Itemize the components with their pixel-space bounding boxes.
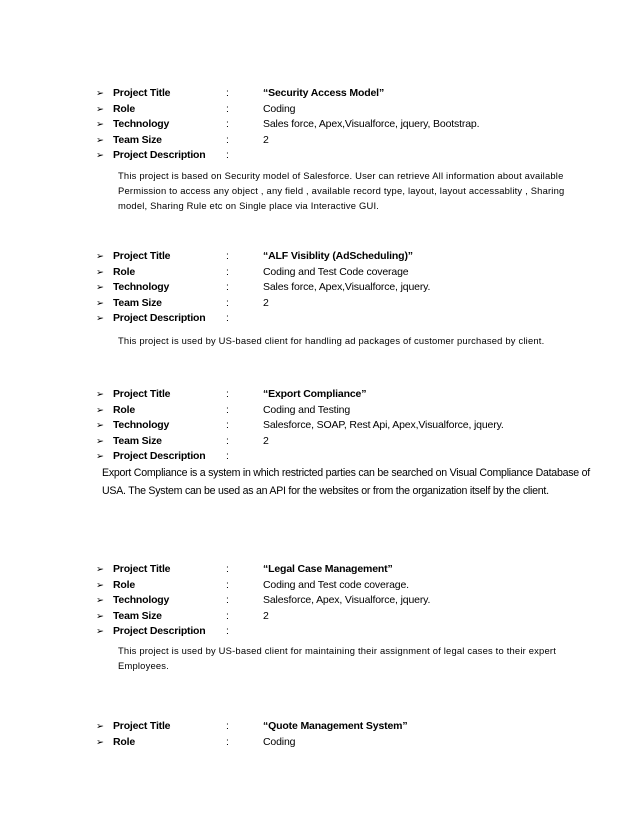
- separator: :: [226, 563, 229, 575]
- arrow-bullet-icon: ➢: [96, 150, 104, 161]
- field-label: Team Size: [113, 609, 162, 622]
- project-team-size-row: [96, 296, 606, 312]
- separator: :: [226, 434, 229, 447]
- separator: :: [226, 102, 229, 115]
- project-title: “ALF Visiblity (AdScheduling)”: [263, 250, 413, 262]
- project-role: Coding and Testing: [263, 403, 351, 416]
- project-team-size: 2: [263, 609, 269, 622]
- project-role: Coding: [263, 102, 296, 115]
- project-title-row: [96, 562, 606, 578]
- field-label: Role: [113, 102, 135, 115]
- arrow-bullet-icon: ➢: [96, 88, 104, 99]
- separator: :: [226, 87, 229, 99]
- project-title: “Legal Case Management”: [263, 563, 393, 575]
- separator: :: [226, 735, 229, 748]
- field-label: Team Size: [113, 434, 162, 447]
- arrow-bullet-icon: ➢: [96, 389, 104, 400]
- project-title-row: [96, 387, 606, 403]
- arrow-bullet-icon: ➢: [96, 736, 104, 748]
- project-block: [96, 562, 606, 640]
- field-label: Project Description: [113, 625, 206, 637]
- project-block: [96, 387, 606, 465]
- project-description: This project is used by US-based client for maintaining their assignment of legal cases to their expert Employees.: [118, 645, 556, 671]
- project-block: [96, 719, 606, 750]
- field-label: Project Description: [113, 450, 206, 462]
- separator: :: [226, 296, 229, 309]
- project-title: “Quote Management System”: [263, 720, 408, 732]
- project-title-row: [96, 249, 606, 265]
- arrow-bullet-icon: ➢: [96, 420, 104, 431]
- project-team-size-row: [96, 133, 606, 149]
- project-technology-row: [96, 117, 606, 133]
- arrow-bullet-icon: ➢: [96, 103, 104, 115]
- field-label: Technology: [113, 281, 170, 293]
- field-label: Technology: [113, 594, 170, 606]
- separator: :: [226, 625, 229, 637]
- separator: :: [226, 609, 229, 622]
- field-label: Team Size: [113, 296, 162, 309]
- project-role: Coding and Test Code coverage: [263, 265, 409, 278]
- project-team-size: 2: [263, 296, 269, 309]
- project-role-row: [96, 102, 606, 118]
- project-technology: Sales force, Apex,Visualforce, jquery.: [263, 281, 431, 293]
- project-technology: Sales force, Apex,Visualforce, jquery, Bootstrap.: [263, 118, 480, 130]
- field-label: Project Title: [113, 388, 171, 400]
- separator: :: [226, 312, 229, 324]
- field-label: Project Title: [113, 720, 171, 732]
- project-description-row: [96, 449, 606, 465]
- separator: :: [226, 388, 229, 400]
- separator: :: [226, 578, 229, 591]
- field-label: Technology: [113, 118, 170, 130]
- field-label: Project Title: [113, 563, 171, 575]
- arrow-bullet-icon: ➢: [96, 435, 104, 447]
- arrow-bullet-icon: ➢: [96, 595, 104, 606]
- field-label: Project Title: [113, 87, 171, 99]
- separator: :: [226, 265, 229, 278]
- field-label: Role: [113, 265, 135, 278]
- arrow-bullet-icon: ➢: [96, 134, 104, 146]
- project-role-row: [96, 578, 606, 594]
- project-technology-row: [96, 593, 606, 609]
- arrow-bullet-icon: ➢: [96, 297, 104, 309]
- project-team-size: 2: [263, 434, 269, 447]
- arrow-bullet-icon: ➢: [96, 313, 104, 324]
- project-title-row: [96, 719, 606, 735]
- project-role-row: [96, 403, 606, 419]
- field-label: Project Description: [113, 312, 206, 324]
- arrow-bullet-icon: ➢: [96, 626, 104, 637]
- separator: :: [226, 720, 229, 732]
- field-label: Project Title: [113, 250, 171, 262]
- field-label: Role: [113, 578, 135, 591]
- separator: :: [226, 594, 229, 606]
- project-description: Export Compliance is a system in which restricted parties can be searched on Visual Compliance Database of USA. The System can be used as an API for the websites or from the organization itself by the client.: [102, 467, 590, 497]
- arrow-bullet-icon: ➢: [96, 721, 104, 732]
- arrow-bullet-icon: ➢: [96, 579, 104, 591]
- separator: :: [226, 250, 229, 262]
- field-label: Role: [113, 735, 135, 748]
- project-role: Coding and Test code coverage.: [263, 578, 409, 591]
- project-team-size-row: [96, 434, 606, 450]
- separator: :: [226, 133, 229, 146]
- project-title: “Export Compliance”: [263, 388, 367, 400]
- field-label: Project Description: [113, 149, 206, 161]
- arrow-bullet-icon: ➢: [96, 610, 104, 622]
- arrow-bullet-icon: ➢: [96, 266, 104, 278]
- project-description: This project is based on Security model of Salesforce. User can retrieve All information about available Permission to access any object , any field , available record type, layout, layout accessablity , Sharing model, Sharing Rule etc on Single place via Interactive GUI.: [118, 170, 565, 211]
- project-title: “Security Access Model”: [263, 87, 385, 99]
- project-role-row: [96, 265, 606, 281]
- separator: :: [226, 149, 229, 161]
- project-team-size: 2: [263, 133, 269, 146]
- separator: :: [226, 450, 229, 462]
- project-description: This project is used by US-based client for handling ad packages of customer purchased by client.: [118, 335, 545, 346]
- field-label: Team Size: [113, 133, 162, 146]
- project-description-row: [96, 624, 606, 640]
- project-role-row: [96, 735, 606, 751]
- separator: :: [226, 281, 229, 293]
- arrow-bullet-icon: ➢: [96, 404, 104, 416]
- arrow-bullet-icon: ➢: [96, 282, 104, 293]
- project-block: [96, 86, 606, 164]
- project-description-row: [96, 311, 606, 327]
- field-label: Technology: [113, 419, 170, 431]
- project-technology-row: [96, 418, 606, 434]
- project-block: [96, 249, 606, 327]
- project-technology: Salesforce, Apex, Visualforce, jquery.: [263, 594, 431, 606]
- project-technology-row: [96, 280, 606, 296]
- separator: :: [226, 419, 229, 431]
- project-title-row: [96, 86, 606, 102]
- project-technology: Salesforce, SOAP, Rest Api, Apex,Visualforce, jquery.: [263, 419, 504, 431]
- separator: :: [226, 118, 229, 130]
- project-role: Coding: [263, 735, 296, 748]
- arrow-bullet-icon: ➢: [96, 564, 104, 575]
- arrow-bullet-icon: ➢: [96, 451, 104, 462]
- arrow-bullet-icon: ➢: [96, 119, 104, 130]
- arrow-bullet-icon: ➢: [96, 251, 104, 262]
- project-team-size-row: [96, 609, 606, 625]
- separator: :: [226, 403, 229, 416]
- project-description-row: [96, 148, 606, 164]
- field-label: Role: [113, 403, 135, 416]
